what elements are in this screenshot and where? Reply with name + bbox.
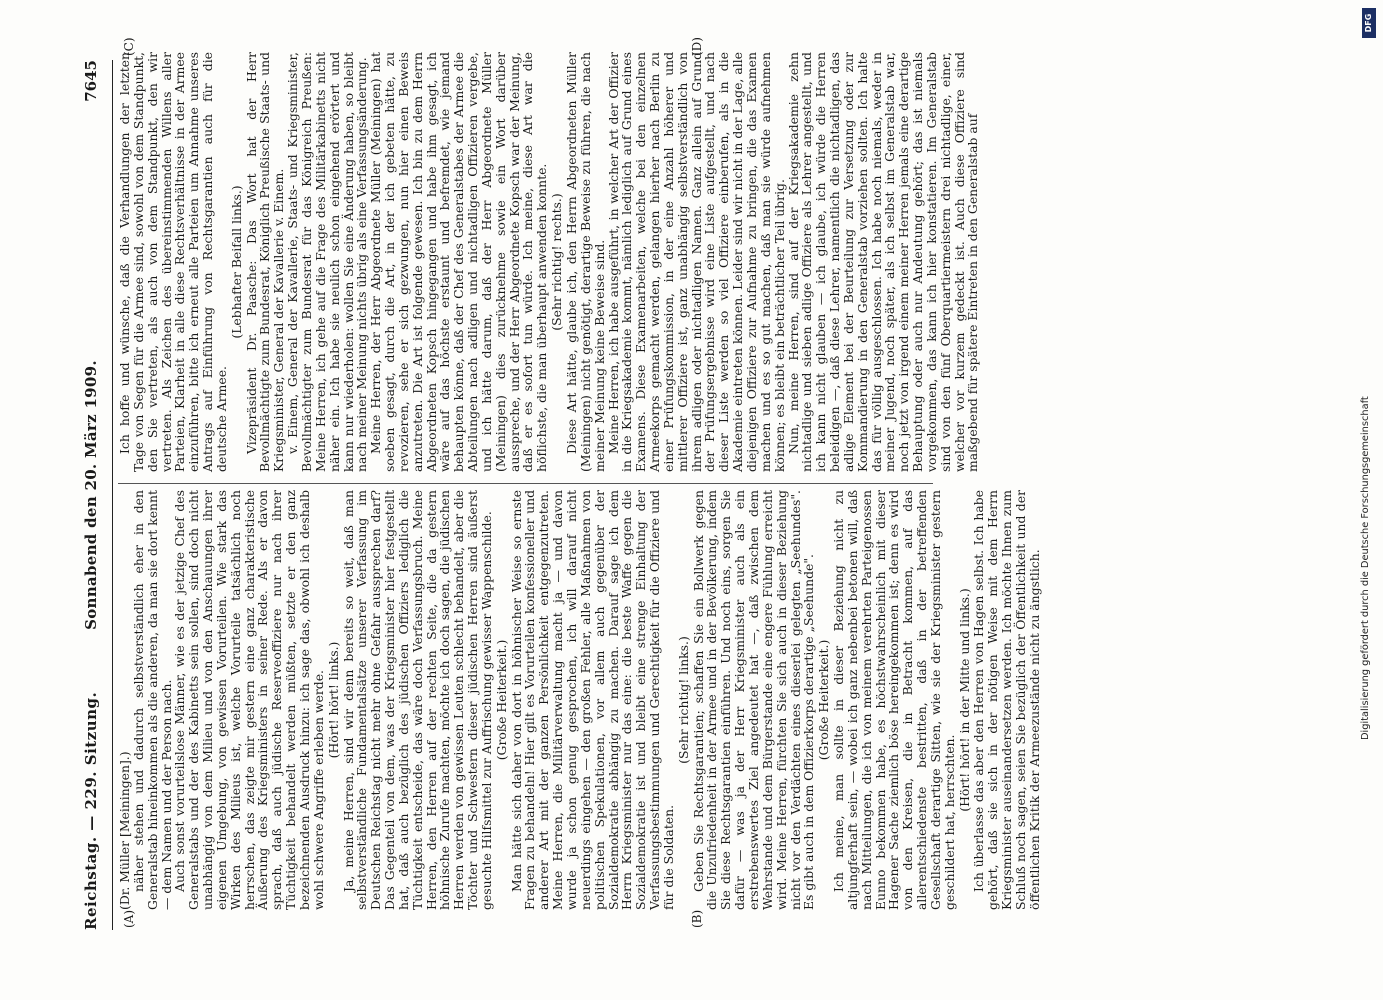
paragraph: v. Einem, General der Kavallerie, Staats- und Kriegsminister, Bevollmächtigter zum Bundesrat für das Königreich Preußen: Meine Herren, ich gehe auf die Frage des Militärkabinetts nicht näher ein. Ich habe sie neulich schon eingehend erörtert und kann nur wiederholen: wollen Sie eine Änderung haben, so bleibt nach meiner Meinung nichts übrig als eine Verfassungsänderung. (285, 52, 370, 472)
header-date: Sonnabend den 20. März 1909. (82, 360, 100, 630)
digitization-credit (1360, 40, 1380, 740)
paragraph: Auch sonst vorurteilslose Männer, wie es der jetzige Chef des Generalstabs und der des Kabinetts sein sollen, sind doch nicht unabhängig von dem Milieu und von den Anschauungen ihrer eigenen Umgebung, von gewissen Vorurteilen. Wie stark das Wirken des Milieus ist, welche Vorurteile tatsächlich noch herrschen, das zeigte mir gestern eine ganz charakteristische Äußerung des Kriegsministers in seiner Rede. Als er davon sprach, daß auch jüdische Reserveoffiziere nur nach ihrer Tüchtigkeit behandelt werden müßten, setzte er den ganz bezeichnenden Ausdruck hinzu: ich sage das, obwohl ich deshalb wohl schwere Angriffe erleben werde. (172, 490, 326, 910)
paragraph: Ich überlasse das aber den Herren von Hagen selbst. Ich habe gehört, daß sie sich in der nötigen Weise mit dem Herrn Kriegsminister auseinandersetzen werden. Ich möchte Ihnen zum Schluß noch sagen, seien Sie bezüglich der Öffentlichkeit und der öffentlichen Kritik der Armeezustände nicht zu ängstlich. (971, 490, 1042, 910)
interjection: (Große Heiterkeit.) (493, 639, 509, 761)
interjection: (Hört! hört! links.) (325, 641, 341, 759)
paragraph: Nun, meine Herren, sind auf der Kriegsakademie zehn nichtadlige und sieben adlige Offiziere als Lehrer angestellt, und ich kann nicht glauben — ich glaube, ich würde die Herren beleidigen —, daß diese Lehrer, namentlich die nichtadligen, das adlige Element bei der Beurteilung zur Versetzung oder zur Kommandierung in den Generalstab vorziehen sollten. Ich halte das für völlig ausgeschlossen. Ich habe noch niemals, weder in meiner Jugend, noch später, als ich selbst im Generalstab war, noch jetzt von irgend einem meiner Herren jemals eine derartige Behauptung oder auch nur Andeutung gehört; das ist niemals vorgekommen, das kann ich hier konstatieren. Im Generalstab sind von den fünf Oberquartiermeistern drei nichtadlige, einer, welcher vor kurzem gedeckt ist. Auch diese Offiziere sind maßgebend für spätere Eintreten in den Generalstab auf (785, 52, 981, 472)
paragraph: näher stehen und dadurch selbstverständlich eher in den Generalstab hineinkommen als die anderen, da man sie dort kennt — dem Namen und der Person nach. (130, 490, 174, 910)
paragraph: Ich hoffe und wünsche, daß die Verhandlungen der letzten Tage von Segen für die Armee sind, sowohl von dem Standpunkt, den Sie vertreten, als auch von dem Standpunkt, den wir vertreten. Als Zeichen des übereinstimmenden Willens aller Parteien, Klarheit in alle diese Rechtsverhältnisse in der Armee einzuführen, bitte ich erneut alle Parteien um Annahme unseres Antrags auf Einführung von Rechtsgarantien auch für die deutsche Armee. (117, 52, 229, 472)
speaker-label: (Dr. Müller [Meiningen].) (117, 751, 132, 910)
column-divider (118, 483, 933, 484)
margin-mark-d: (D) (690, 37, 704, 56)
page-header (82, 60, 110, 930)
header-rule (112, 60, 113, 930)
paragraph: Meine Herren, der Herr Abgeordnete Müller (Meiningen) hat soeben gesagt, durch die Art, in der ich gebeten hätte, zu revozieren, sehe er sich gezwungen, nun hier einen Beweis anzutreten. Die Art ist folgende gewesen. Ich bin zu dem Herrn Abgeordneten Kopsch hingegangen und habe ihm gesagt, ich wäre auf das höchste erstaunt und befremdet, wie jemand behaupten könne, daß der Chef des Generalstabes der Armee die Abteilungen nach adligen und nichtadligen Offizieren vergebe, und ich hätte darum, daß der Herr Abgeordnete Müller (Meiningen) dies zurücknehme sowie ein Wort darüber ausspreche, und der Herr Abgeordnete Kopsch war der Meinung, daß er es sofort tun würde. Ich meine, diese Art war die höflichste, die man überhaupt anwenden konnte. (368, 52, 550, 472)
credit-text: Digitalisierung gefördert durch die Deutsche Forschungsgemeinschaft (1360, 396, 1371, 740)
dfg-logo (1362, 8, 1376, 38)
interjection: (Sehr richtig! links.) (675, 636, 691, 764)
paragraph: Man hätte sich daher von dort in höhnischer Weise so ernste Fragen zu behandeln! Hier gilt es Vorurteilen konfessioneller und anderer Art mit der ganzen Persönlichkeit entgegenzutreten. Meine Herren, die Militärverwaltung macht ja — und davon wurde ja schon genug gesprochen, ich will darauf nicht neuerdings eingehen — den großen Fehler, alle Maßnahmen von politischen Spekulationen, vor allem auch gegenüber der Sozialdemokratie abhängig zu machen. Darauf sage ich dem Herrn Kriegsminister nur das eine: die beste Waffe gegen die Sozialdemokratie ist und bleibt eine strenge Einhaltung der Verfassungsbestimmungen und Gerechtigkeit für die Offiziere und für die Soldaten. (508, 490, 676, 910)
interjection: (Sehr richtig! rechts.) (549, 193, 565, 331)
margin-mark-a: (A) (122, 909, 136, 928)
dfg-logo-text: DFG (1364, 13, 1373, 33)
interjection: (Große Heiterkeit.) (816, 639, 832, 761)
margin-mark-c: (C) (122, 37, 136, 56)
paragraph: Meine Herren, ich habe ausgeführt, in welcher Art der Offizier in die Kriegsakademie kommt, nämlich lediglich auf Grund eines Examens. Diese Examenarbeiten, welche bei den einzelnen Armeekorps gemacht werden, gelangen hierher nach Berlin zu einer Prüfungskommission, in der eine Anzahl höherer und mittlerer Offiziere ist, ganz unabhängig selbstverständlich von ihrem adligen oder nichtadligen Namen. Ganz allein auf Grund der Prüfungsergebnisse wird eine Liste aufgestellt, und nach dieser Liste werden so viel Offiziere einberufen, als in die Akademie eintreten können. Leider sind wir nicht in der Lage, alle diejenigen Offiziere zur Aufnahme zu bringen, die das Examen machen und es so gut machen, daß man sie würde aufnehmen können; es bleibt ein beträchtlicher Teil übrig. (605, 52, 787, 472)
interjection: (Hört! hört! in der Mitte und links.) (956, 588, 972, 812)
left-column (117, 490, 1042, 910)
paragraph: Diese Art hätte, glaube ich, den Herrn Abgeordneten Müller (Meiningen) nicht genötigt, derartige Beweise zu führen, die nach meiner Meinung keine Beweise sind. (564, 52, 607, 472)
paragraph: Ja, meine Herren, sind wir denn bereits so weit, daß man selbstverständliche Fundamentalsätze unserer Verfassung im Deutschen Reichstag nicht mehr ohne Gefahr aussprechen darf? Das Gegenteil von dem, was der Kriegsminister hier festgestellt hat, daß auch bezüglich des jüdischen Offiziers lediglich die Tüchtigkeit entscheide, das wäre doch Verfassungsbruch. Meine Herren, den Herren auf der rechten Seite, die da gestern höhnische Zurufe machten, möchte ich doch sagen, die jüdischen Herren werden von gewissen Leuten schlecht behandelt, aber die Töchter und Schwestern dieser jüdischen Herren sind äußerst gesuchte Hilfsmittel zur Auffrischung gewisser Wappenschilde. (340, 490, 494, 910)
margin-mark-b: (B) (690, 909, 704, 928)
paragraph: Geben Sie Rechtsgarantien; schaffen Sie ein Bollwerk gegen die Unzufriedenheit in der Armee und in der Bevölkerung, indem Sie diese Rechtsgarantien einführen. Und noch eins, sorgen Sie dafür — was ja der Herr Kriegsminister auch als ein erstrebenswertes Ziel angedeutet hat —, daß zwischen dem Wehrstande und dem Bürgerstande eine engere Fühlung erreicht wird. Meine Herren, fürchten Sie sich auch in dieser Beziehung nicht vor den Verdächten eines dieserlei gelegten „Seehundes". Es gibt auch in dem Offizierkorps derartige „Seehunde". (690, 490, 817, 910)
paragraph: Ich meine, man sollte in dieser Beziehung nicht zu altjungferhaft sein, — wobei ich ganz nebenbei betonen will, daß nach Mitteilungen, die ich von meinem verehrten Parteigenossen Eunno bekommen habe, es höchstwahrscheinlich mit dieser Hagener Sache ziemlich böse hereingekommen ist; denn es wird von den Kreisen, die in Betracht kommen, auf das allerentschiedenste bestritten, daß in der betreffenden Gesellschaft derartige Sitten, wie sie der Kriegsminister gestern geschildert hat, herrschten. (831, 490, 957, 910)
header-left: Reichstag. — 229. Sitzung. (82, 691, 100, 930)
interjection: (Lebhafter Beifall links.) (228, 185, 244, 339)
right-column (117, 52, 981, 472)
paragraph: Vizepräsident Dr. Paasche: Das Wort hat der Herr Bevollmächtigte zum Bundesrat, Königlich Preußische Staats- und Kriegsminister, General der Kavallerie v. Einem. (243, 52, 287, 472)
page-number: 7645 (82, 60, 100, 102)
